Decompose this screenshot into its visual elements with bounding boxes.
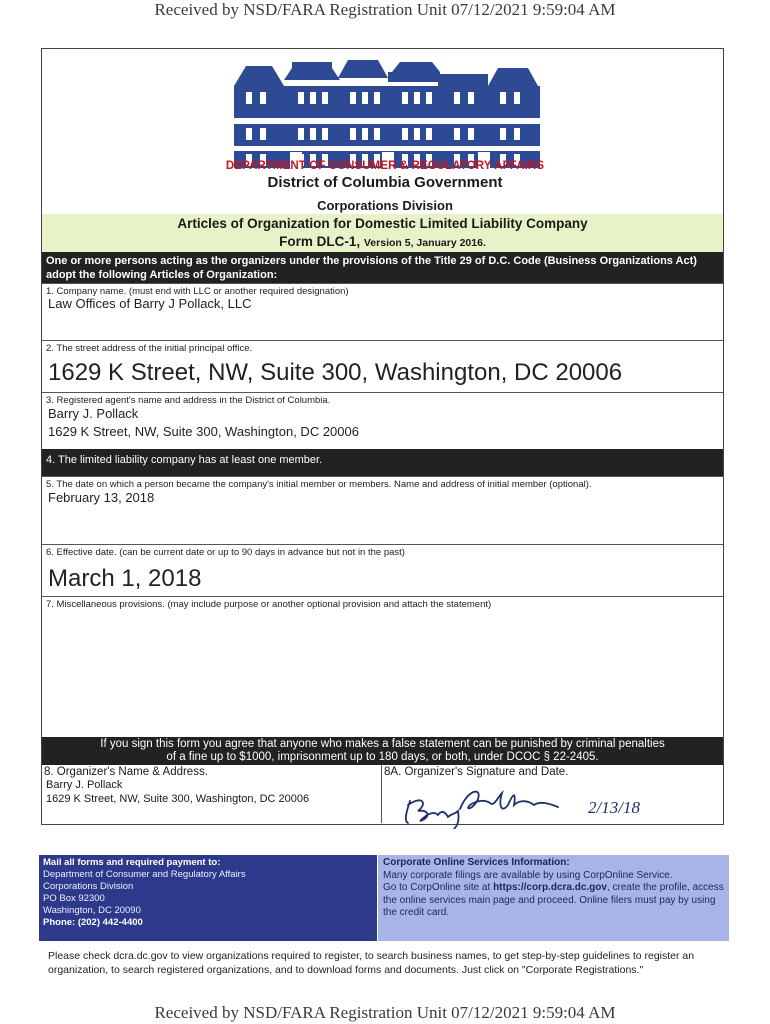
organizer-name[interactable]: Barry J. Pollack (46, 779, 123, 791)
mail-line-1: Department of Consumer and Regulatory Affairs (43, 869, 246, 880)
form-code: Form DLC-1, (279, 234, 361, 249)
online-line-1: Many corporate filings are available by using CorpOnline Service. (383, 869, 673, 881)
false-statement-warning (42, 737, 723, 765)
effective-date-label: 6. Effective date. (can be current date or up to 90 days in advance but not in the past) (46, 547, 405, 558)
mail-info-box (39, 855, 377, 941)
section-initial-member (42, 476, 723, 544)
member-statement: 4. The limited liability company has at least one member. (42, 449, 723, 476)
section-company-name (42, 283, 723, 340)
section-registered-agent (42, 392, 723, 449)
online-line-2: Go to CorpOnline site at https://corp.dcra.dc.gov, create the profile, access (383, 882, 724, 893)
form-title: Articles of Organization for Domestic Limited Liability Company (177, 216, 588, 231)
principal-office-label: 2. The street address of the initial principal office. (46, 343, 253, 354)
signature-label: 8A. Organizer's Signature and Date. (384, 766, 569, 778)
registered-agent-name[interactable]: Barry J. Pollack (48, 406, 139, 421)
organizer-address[interactable]: 1629 K Street, NW, Suite 300, Washington, DC 20006 (46, 793, 310, 805)
department-name: DEPARTMENT OF CONSUMER & REGULATORY AFFAIRS (225, 160, 545, 172)
form-number (42, 234, 723, 249)
footer-note: Please check dcra.dc.gov to view organizations required to register, to search business names, to get step-by-step guidelines to register an organization, to search registered organizations, and to download forms and documents. Just click on "Corporate Registrations." (48, 950, 695, 976)
government-name: District of Columbia Government (267, 174, 503, 191)
received-stamp-top: Received by NSD/FARA Registration Unit 07/12/2021 9:59:04 AM (154, 0, 616, 19)
misc-provisions-label: 7. Miscellaneous provisions. (may include purpose or another optional provision and attach the statement) (46, 599, 492, 610)
mail-line-3: PO Box 92300 (43, 893, 105, 904)
organizer-box (42, 765, 382, 823)
initial-member-value[interactable]: February 13, 2018 (48, 490, 155, 505)
online-heading: Corporate Online Services Information: (383, 857, 570, 868)
online-services-box (378, 855, 729, 941)
section-misc-provisions (42, 596, 723, 737)
title-band (42, 214, 723, 252)
company-name-value[interactable]: Law Offices of Barry J Pollack, LLC (48, 296, 252, 311)
principal-office-value[interactable]: 1629 K Street, NW, Suite 300, Washington, DC 20006 (48, 359, 623, 386)
mail-phone: Phone: (202) 442-4400 (43, 917, 143, 928)
form-version: Version 5, January 2016. (363, 237, 486, 249)
signature-date (588, 798, 640, 817)
effective-date-value[interactable]: March 1, 2018 (48, 565, 202, 592)
organizer-label: 8. Organizer's Name & Address. (44, 766, 208, 778)
mail-heading: Mail all forms and required payment to: (43, 857, 221, 868)
signature-date-text: 2/13/18 (588, 798, 640, 817)
company-name-label: 1. Company name. (must end with LLC or another required designation) (46, 286, 349, 297)
initial-member-label: 5. The date on which a person became the company's initial member or members. Name and address of initial member (optional). (46, 479, 592, 490)
corponline-link[interactable]: https://corp.dcra.dc.gov (493, 882, 607, 893)
warning-line-1: If you sign this form you agree that anyone who makes a false statement can be punished by criminal penalties (100, 738, 665, 750)
received-stamp-bottom: Received by NSD/FARA Registration Unit 07/12/2021 9:59:04 AM (154, 1003, 616, 1022)
registered-agent-address[interactable]: 1629 K Street, NW, Suite 300, Washington, DC 20006 (48, 424, 359, 439)
online-line-3: the online services main page and proceed. Online filers must pay by using (383, 894, 716, 906)
warning-line-2: of a fine up to $1000, imprisonment up to 180 days, or both, under DCOC § 22-2405. (166, 751, 599, 763)
section-effective-date (42, 544, 723, 596)
division-name: Corporations Division (317, 198, 453, 213)
mail-line-4: Washington, DC 20090 (43, 905, 141, 916)
handwritten-signature[interactable] (398, 783, 678, 829)
section-principal-office (42, 340, 723, 392)
intro-banner: One or more persons acting as the organizers under the provisions of the Title 29 of D.C. Code (Business Organizations Act) adopt the following Articles of Organization: (42, 252, 723, 283)
registered-agent-label: 3. Registered agent's name and address in the District of Columbia. (46, 395, 331, 406)
mail-line-2: Corporations Division (43, 881, 134, 892)
online-line-4: the credit card. (383, 907, 450, 918)
dcra-building-logo (232, 58, 542, 170)
